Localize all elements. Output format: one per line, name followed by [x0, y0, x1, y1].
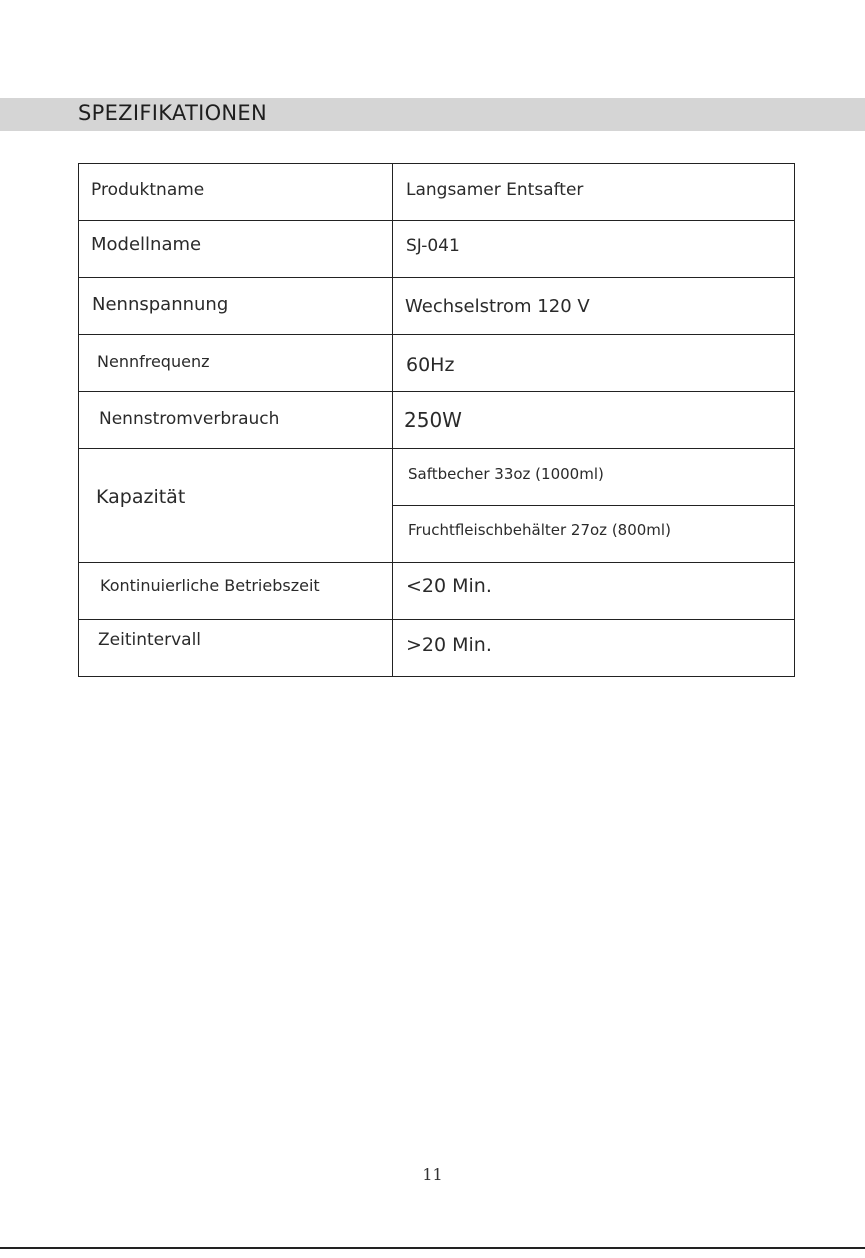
value-time-interval: >20 Min. — [406, 634, 492, 656]
row-divider — [79, 334, 795, 335]
value-capacity-juice-cup: Saftbecher 33oz (1000ml) — [408, 465, 604, 483]
row-divider — [79, 220, 795, 221]
label-product-name: Produktname — [91, 180, 205, 200]
label-rated-voltage: Nennspannung — [92, 294, 229, 315]
label-model-name: Modellname — [91, 234, 202, 255]
footer-rule — [0, 1247, 865, 1249]
label-capacity: Kapazität — [96, 486, 186, 508]
section-title-bar — [0, 98, 865, 131]
row-divider — [79, 391, 795, 392]
specifications-table — [78, 163, 795, 677]
value-model-name: SJ-041 — [406, 236, 460, 256]
label-continuous-operation: Kontinuierliche Betriebszeit — [100, 576, 320, 595]
row-divider — [79, 562, 795, 563]
value-continuous-operation: <20 Min. — [406, 575, 492, 597]
value-rated-frequency: 60Hz — [406, 354, 455, 376]
page-number: 11 — [422, 1165, 443, 1184]
value-rated-power: 250W — [404, 408, 462, 432]
label-time-interval: Zeitintervall — [98, 630, 202, 650]
sub-row-divider — [393, 505, 795, 506]
column-divider — [392, 164, 393, 676]
label-rated-power: Nennstromverbrauch — [99, 409, 280, 429]
row-divider — [79, 277, 795, 278]
row-divider — [79, 619, 795, 620]
section-title: SPEZIFIKATIONEN — [78, 101, 267, 125]
value-rated-voltage: Wechselstrom 120 V — [405, 296, 590, 317]
value-product-name: Langsamer Entsafter — [406, 180, 584, 200]
label-rated-frequency: Nennfrequenz — [97, 352, 210, 371]
row-divider — [79, 448, 795, 449]
value-capacity-pulp-container: Fruchtfleischbehälter 27oz (800ml) — [408, 521, 671, 539]
